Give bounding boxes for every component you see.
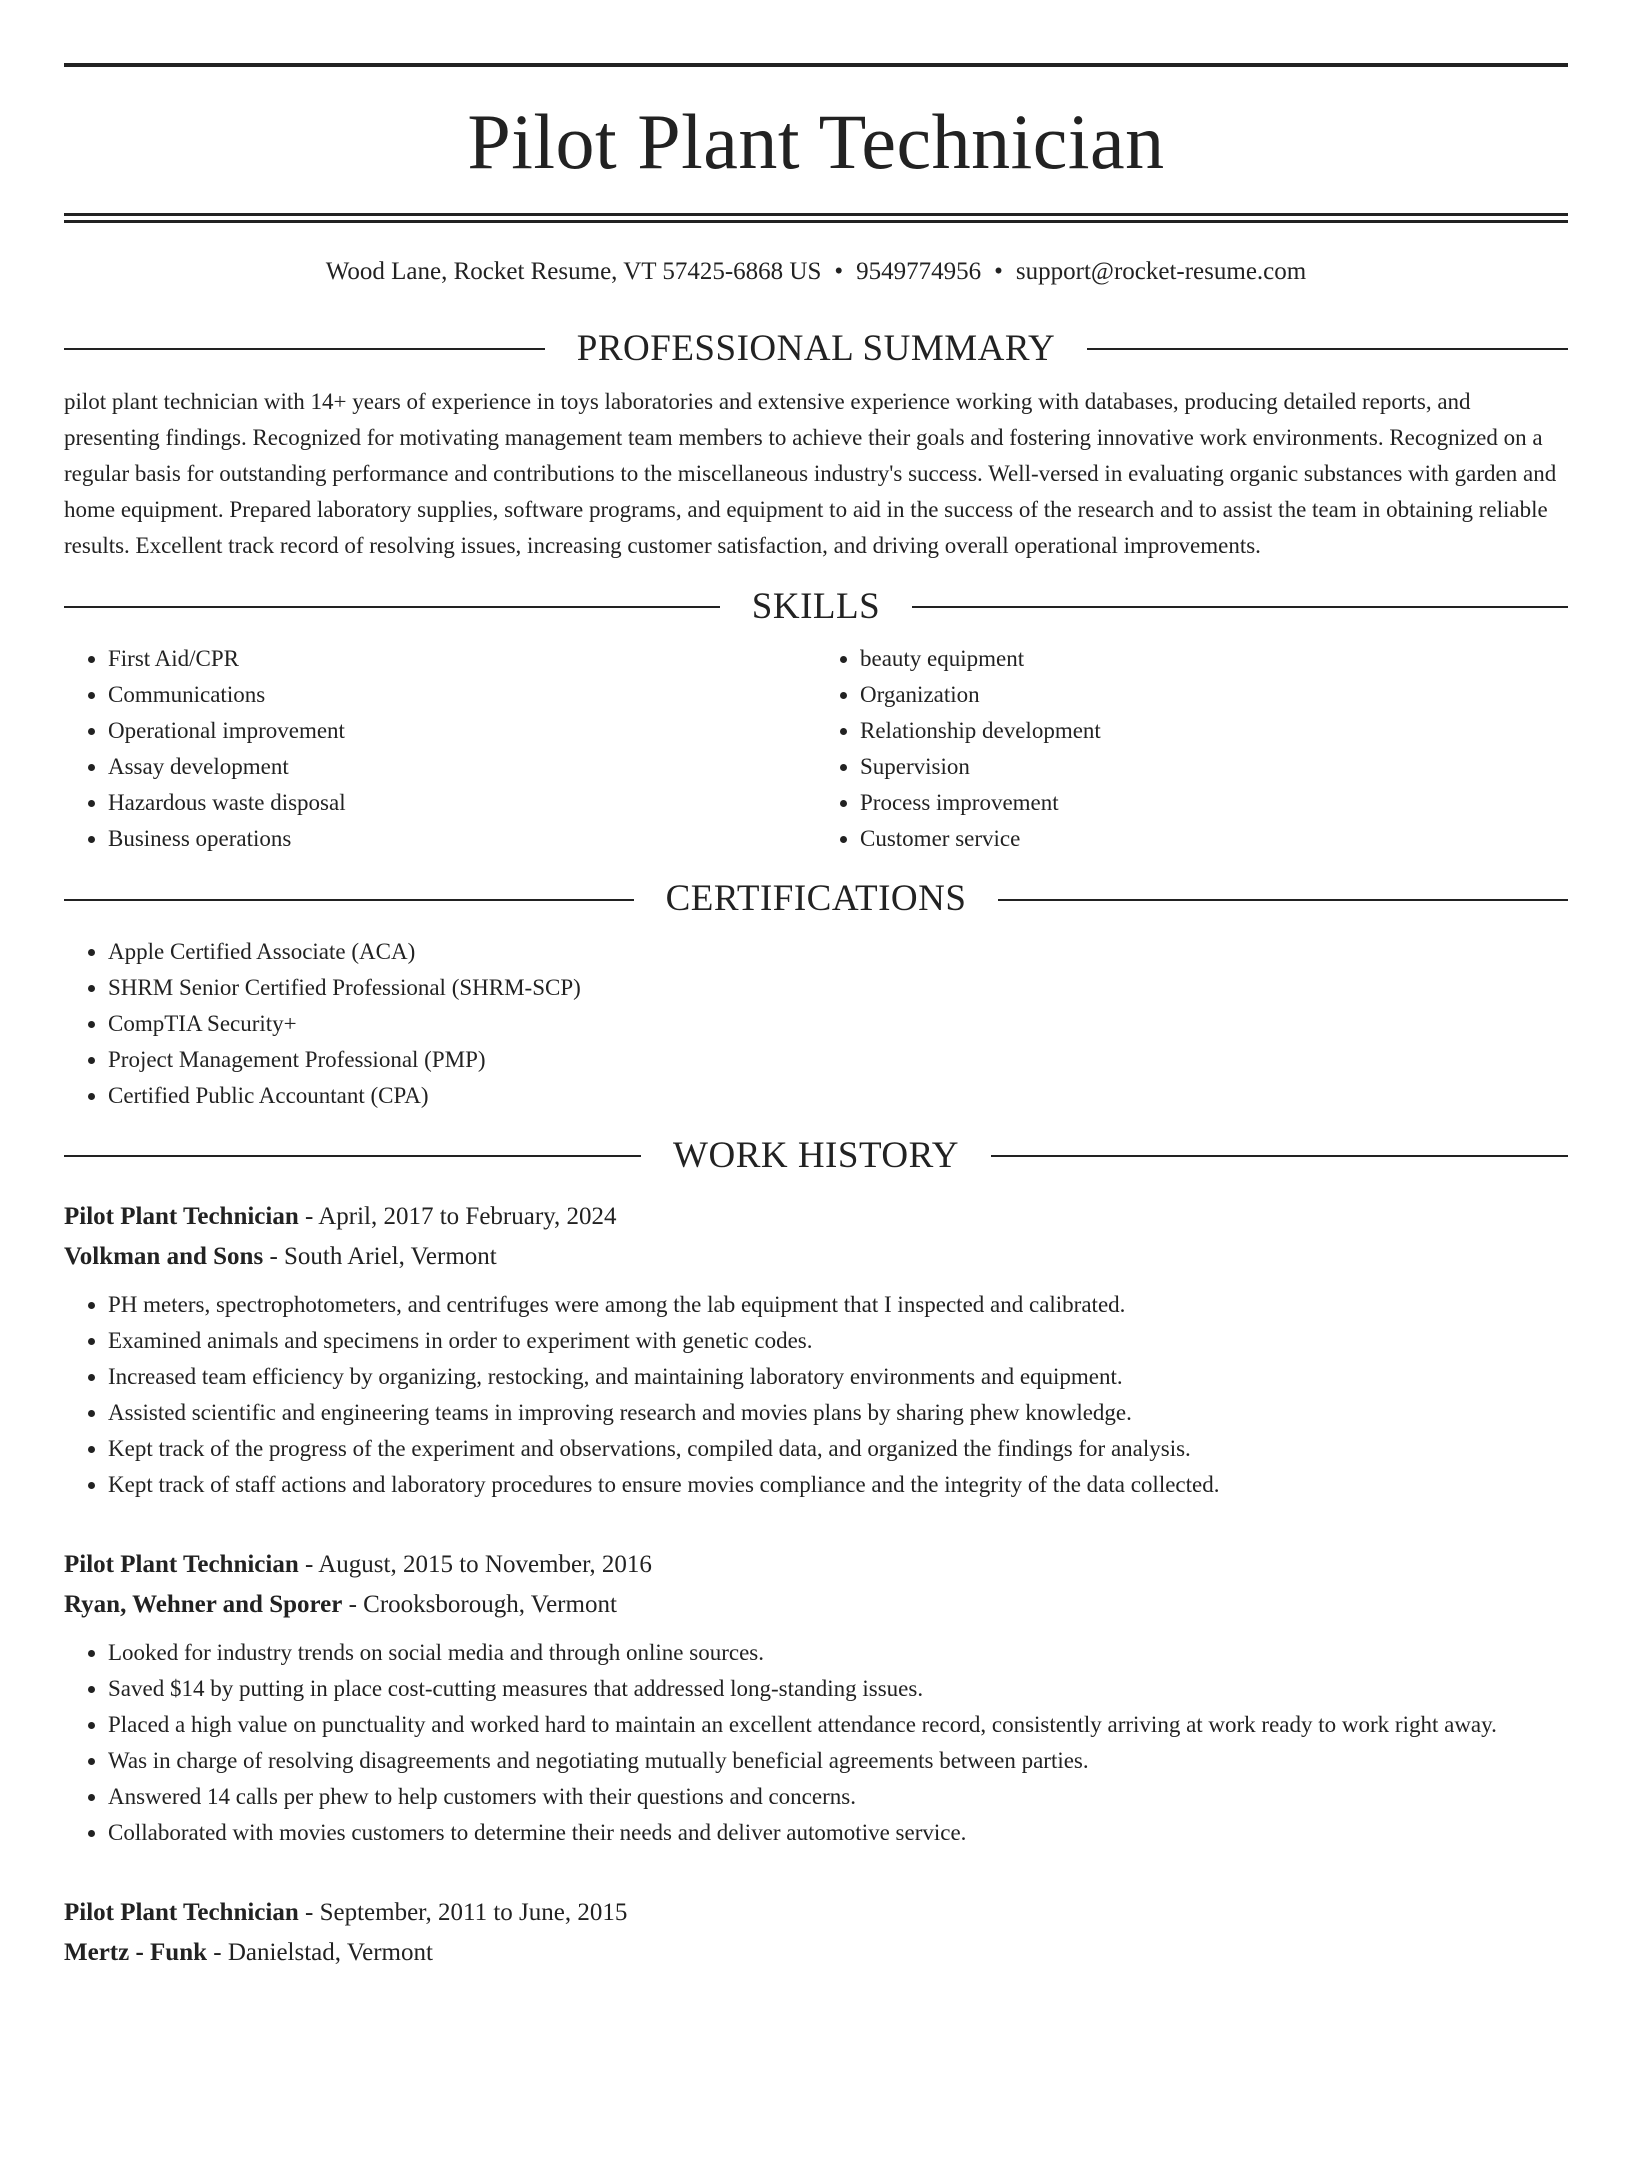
skill-item: • Supervision (860, 749, 1568, 785)
skills-section-heading (64, 587, 1568, 628)
skill-item: • beauty equipment (860, 641, 1568, 677)
job-company-line (64, 1237, 1568, 1277)
skill-item: • Operational improvement (108, 713, 816, 749)
job-location: - Crooksborough, Vermont (342, 1590, 617, 1618)
contact-separator: • (834, 258, 844, 285)
job-company: Volkman and Sons (64, 1242, 264, 1270)
job-company: Mertz - Funk (64, 1938, 208, 1966)
skills-heading: SKILLS (751, 585, 881, 627)
job-bullet: • Examined animals and specimens in order to experiment with genetic codes. (108, 1323, 1568, 1359)
job-title-line (64, 1893, 1568, 1933)
job-entry (64, 1197, 1568, 1503)
job-dates: - August, 2015 to November, 2016 (298, 1550, 652, 1578)
certifications-heading: CERTIFICATIONS (665, 878, 967, 920)
contact-address: Wood Lane, Rocket Resume, VT 57425-6868 US (325, 258, 822, 285)
top-rule (64, 63, 1568, 67)
double-rule (64, 213, 1568, 223)
job-title-line (64, 1197, 1568, 1237)
heading-rule-right (912, 606, 1568, 608)
heading-rule-right (1087, 348, 1568, 350)
resume-name: Pilot Plant Technician (467, 98, 1165, 185)
job-entry (64, 1545, 1568, 1851)
job-title: Pilot Plant Technician (64, 1898, 299, 1926)
job-title: Pilot Plant Technician (64, 1550, 299, 1578)
job-location: - Danielstad, Vermont (207, 1938, 433, 1966)
job-company-line (64, 1585, 1568, 1625)
skill-item: • Process improvement (860, 785, 1568, 821)
certification-item: • Project Management Professional (PMP) (108, 1042, 1568, 1078)
summary-text: pilot plant technician with 14+ years of experience in toys laboratories and extensive experience working with databases, producing detailed reports, and presenting findings. Recognized for motivating management team members to achieve their goals and fostering innovative work environments. Recognized on a regular basis for outstanding performance and contributions to the miscellaneous industry's success. Well-versed in evaluating organic substances with garden and home equipment. Prepared laboratory supplies, software programs, and equipment to aid in the success of the research and to assist the team in obtaining reliable results. Excellent track record of resolving issues, increasing customer satisfaction, and driving overall operational improvements. (64, 388, 1557, 558)
heading-rule-right (998, 899, 1568, 901)
job-location: - South Ariel, Vermont (263, 1242, 497, 1270)
job-dates: - September, 2011 to June, 2015 (298, 1898, 628, 1926)
job-bullet: • Answered 14 calls per phew to help customers with their questions and concerns. (108, 1779, 1568, 1815)
certification-item: • Certified Public Accountant (CPA) (108, 1078, 1568, 1114)
certifications-list (64, 934, 1568, 1114)
skill-item: • Hazardous waste disposal (108, 785, 816, 821)
summary-heading: PROFESSIONAL SUMMARY (576, 328, 1056, 369)
job-bullet: • Kept track of staff actions and laboratory procedures to ensure movies compliance and the integrity of the data collected. (108, 1467, 1568, 1503)
work-history-section-heading (64, 1136, 1568, 1177)
skill-item: • Customer service (860, 821, 1568, 857)
skill-item: • Business operations (108, 821, 816, 857)
skill-item: • Assay development (108, 749, 816, 785)
job-bullet: • Looked for industry trends on social media and through online sources. (108, 1635, 1568, 1671)
resume-page (0, 63, 1632, 2175)
heading-rule-left (64, 348, 545, 350)
skill-item: • Organization (860, 677, 1568, 713)
job-bullets (64, 1635, 1568, 1851)
certification-item: • Apple Certified Associate (ACA) (108, 934, 1568, 970)
certifications-section-heading (64, 879, 1568, 920)
heading-rule-left (64, 606, 720, 608)
summary-section-heading (64, 329, 1568, 370)
job-company: Ryan, Wehner and Sporer (64, 1590, 343, 1618)
job-bullet: • Assisted scientific and engineering teams in improving research and movies plans by sharing phew knowledge. (108, 1395, 1568, 1431)
certification-item: • CompTIA Security+ (108, 1006, 1568, 1042)
job-bullet: • Saved $14 by putting in place cost-cutting measures that addressed long-standing issues. (108, 1671, 1568, 1707)
job-bullet: • Increased team efficiency by organizing, restocking, and maintaining laboratory environments and equipment. (108, 1359, 1568, 1395)
contact-email[interactable]: support@rocket-resume.com (1015, 258, 1307, 285)
contact-separator: • (994, 258, 1003, 285)
heading-rule-left (64, 1155, 641, 1157)
contact-line (64, 257, 1568, 287)
contact-phone[interactable]: 9549774956 (856, 258, 982, 285)
work-history-heading: WORK HISTORY (673, 1135, 959, 1177)
heading-rule-right (991, 1155, 1568, 1157)
job-bullets (64, 1287, 1568, 1503)
job-company-line (64, 1933, 1568, 1973)
certification-item: • SHRM Senior Certified Professional (SHRM-SCP) (108, 970, 1568, 1006)
skills-list-left (64, 641, 816, 857)
job-dates: - April, 2017 to February, 2024 (298, 1202, 617, 1230)
skill-item: • First Aid/CPR (108, 641, 816, 677)
job-entry (64, 1893, 1568, 1973)
job-title-line (64, 1545, 1568, 1585)
job-bullet: • PH meters, spectrophotometers, and centrifuges were among the lab equipment that I inspected and calibrated. (108, 1287, 1568, 1323)
skills-grid (64, 641, 1568, 857)
job-bullet: • Collaborated with movies customers to determine their needs and deliver automotive service. (108, 1815, 1568, 1851)
job-bullet: • Kept track of the progress of the experiment and observations, compiled data, and organized the findings for analysis. (108, 1431, 1568, 1467)
heading-rule-left (64, 899, 634, 901)
job-title: Pilot Plant Technician (64, 1202, 299, 1230)
skills-list-right (816, 641, 1568, 857)
skill-item: • Communications (108, 677, 816, 713)
job-bullet: • Placed a high value on punctuality and worked hard to maintain an excellent attendance record, consistently arriving at work ready to work right away. (108, 1707, 1568, 1743)
skill-item: • Relationship development (860, 713, 1568, 749)
job-bullet: • Was in charge of resolving disagreements and negotiating mutually beneficial agreements between parties. (108, 1743, 1568, 1779)
